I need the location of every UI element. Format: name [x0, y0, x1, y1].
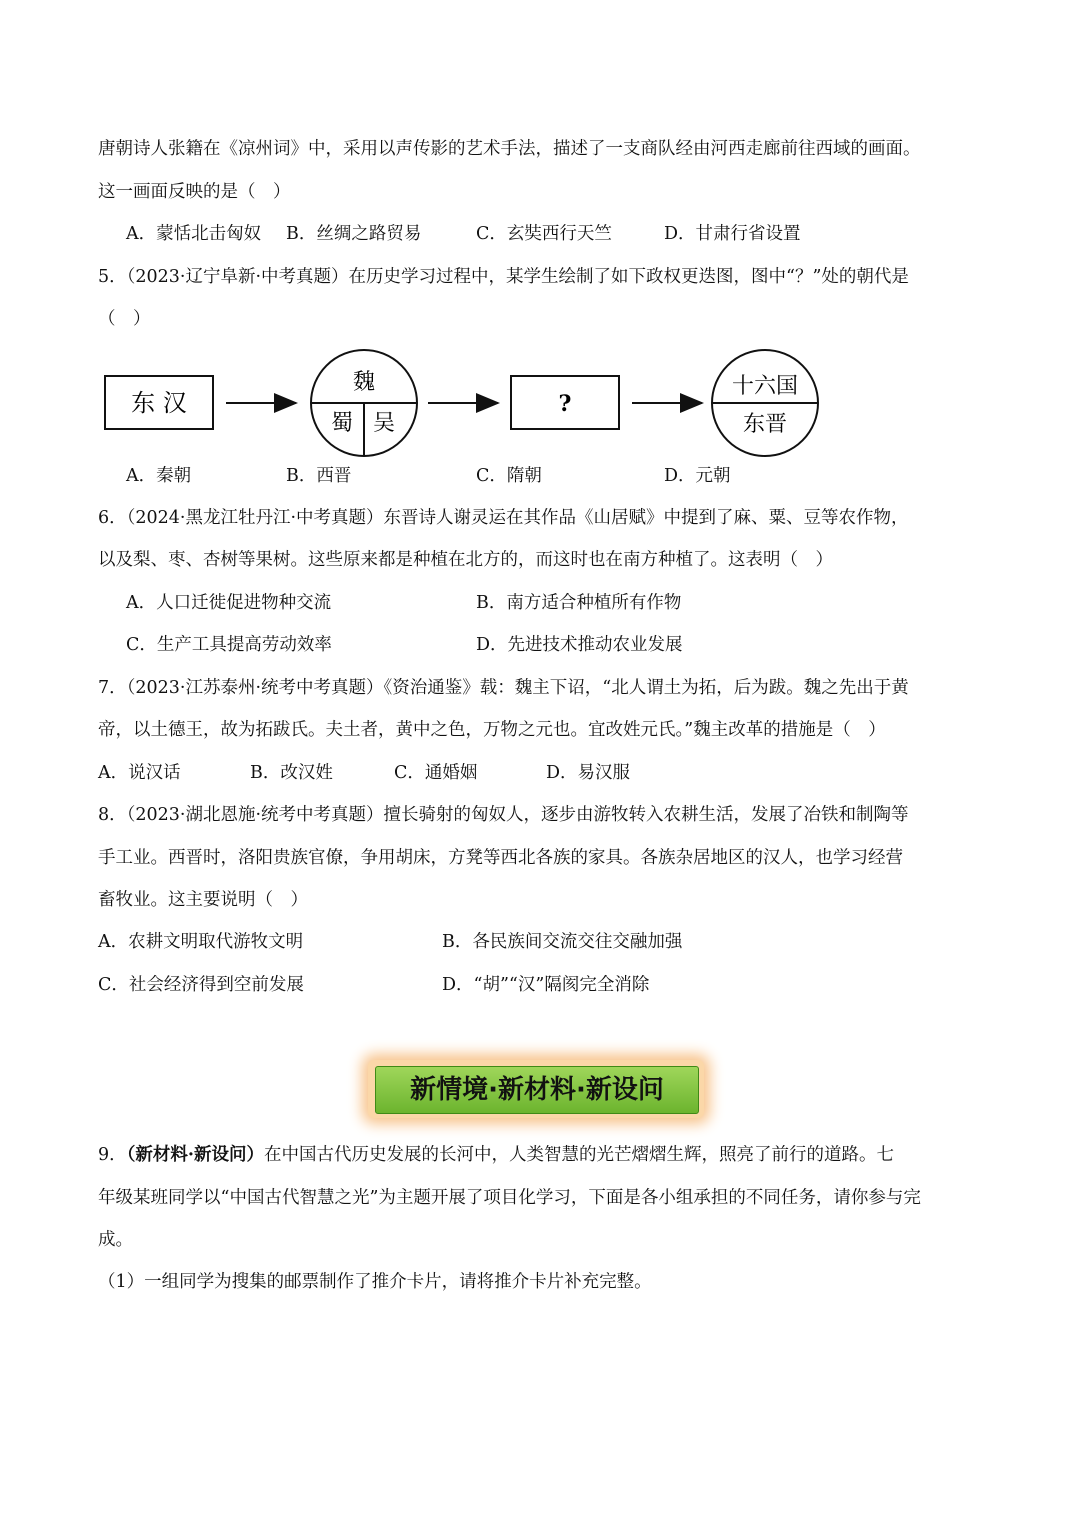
q8-option-a: A．农耕文明取代游牧文明	[98, 932, 304, 952]
q8-option-d: D．“胡”“汉”隔阂完全消除	[442, 975, 650, 995]
q9-line1-text: 在中国古代历史发展的长河中，人类智慧的光芒熠熠生辉，照亮了前行的道路。七	[263, 1145, 894, 1165]
q9-stem-line-2: 年级某班同学以“中国古代智慧之光”为主题开展了项目化学习，下面是各小组承担的不同任务，请你参与完	[98, 1188, 921, 1208]
q5-stem-line-2: （ ）	[98, 309, 151, 329]
q6-stem-line-1: 6．（2024·黑龙江牡丹江·中考真题）东晋诗人谢灵运在其作品《山居赋》中提到了麻、粟、豆等农作物，	[98, 508, 909, 528]
diagram-label-wu: 吴	[372, 411, 396, 436]
q4-option-d: D．甘肃行省设置	[664, 224, 801, 244]
section-banner: 新情境·新材料·新设问	[375, 1066, 699, 1114]
diagram-box-unknown-label: ?	[558, 391, 572, 417]
q4-stem-line-2: 这一画面反映的是（ ）	[98, 182, 291, 202]
q5-option-b: B．西晋	[286, 466, 352, 486]
q9-sub-question-1: （1）一组同学为搜集的邮票制作了推介卡片，请将推介卡片补充完整。	[98, 1272, 652, 1292]
succession-diagram	[0, 0, 1080, 470]
q7-option-c: C．通婚姻	[394, 763, 478, 783]
q6-stem-line-2: 以及梨、枣、杏树等果树。这些原来都是种植在北方的，而这时也在南方种植了。这表明（ ）	[98, 550, 833, 570]
q8-option-c: C．社会经济得到空前发展	[98, 975, 304, 995]
q7-option-b: B．改汉姓	[250, 763, 333, 783]
diagram-label-sixteen-kingdoms: 十六国	[731, 374, 799, 399]
q9-stem-line-3: 成。	[98, 1230, 133, 1250]
q7-option-a: A．说汉话	[98, 763, 181, 783]
q4-option-c: C．玄奘西行天竺	[476, 224, 612, 244]
q7-stem-line-1: 7．（2023·江苏泰州·统考中考真题）《资治通鉴》载：魏主下诏，“北人谓土为拓，后为跋。魏之先出于黄	[98, 678, 909, 698]
diagram-label-eastern-jin: 东晋	[742, 412, 788, 437]
q9-tag: （新材料·新设问）	[126, 1145, 264, 1165]
q6-option-a: A．人口迁徙促进物种交流	[126, 593, 332, 613]
q8-stem-line-1: 8．（2023·湖北恩施·统考中考真题）擅长骑射的匈奴人，逐步由游牧转入农耕生活，发展了冶铁和制陶等	[98, 805, 909, 825]
q5-option-d: D．元朝	[664, 466, 731, 486]
q7-option-d: D．易汉服	[546, 763, 631, 783]
q8-stem-line-2: 手工业。西晋时，洛阳贵族官僚，争用胡床，方凳等西北各族的家具。各族杂居地区的汉人，也学习经营	[98, 848, 903, 868]
q8-stem-line-3: 畜牧业。这主要说明（ ）	[98, 890, 308, 910]
q9-number: 9．	[98, 1145, 127, 1165]
q4-option-b: B．丝绸之路贸易	[286, 224, 422, 244]
diagram-label-wei: 魏	[352, 370, 376, 395]
diagram-box-eastern-han-label: 东 汉	[131, 389, 187, 417]
q5-stem-line-1: 5．（2023·辽宁阜新·中考真题）在历史学习过程中，某学生绘制了如下政权更迭图，图中“？”处的朝代是	[98, 267, 909, 287]
section-banner-glow	[368, 1060, 704, 1118]
q5-option-a: A．秦朝	[126, 466, 192, 486]
q8-option-b: B．各民族间交流交往交融加强	[442, 932, 683, 952]
q7-stem-line-2: 帝，以土德王，故为拓跋氏。夫土者，黄中之色，万物之元也。宜改姓元氏。”魏主改革的措施是（ ）	[98, 720, 886, 740]
diagram-label-shu: 蜀	[330, 411, 354, 436]
q4-option-a: A．蒙恬北击匈奴	[126, 224, 262, 244]
q6-option-b: B．南方适合种植所有作物	[476, 593, 682, 613]
q6-option-d: D．先进技术推动农业发展	[476, 635, 683, 655]
q9-stem-line-1	[98, 1143, 894, 1167]
q6-option-c: C．生产工具提高劳动效率	[126, 635, 332, 655]
q4-stem-line-1: 唐朝诗人张籍在《凉州词》中，采用以声传影的艺术手法，描述了一支商队经由河西走廊前往西域的画面。	[98, 139, 921, 159]
q5-option-c: C．隋朝	[476, 466, 542, 486]
